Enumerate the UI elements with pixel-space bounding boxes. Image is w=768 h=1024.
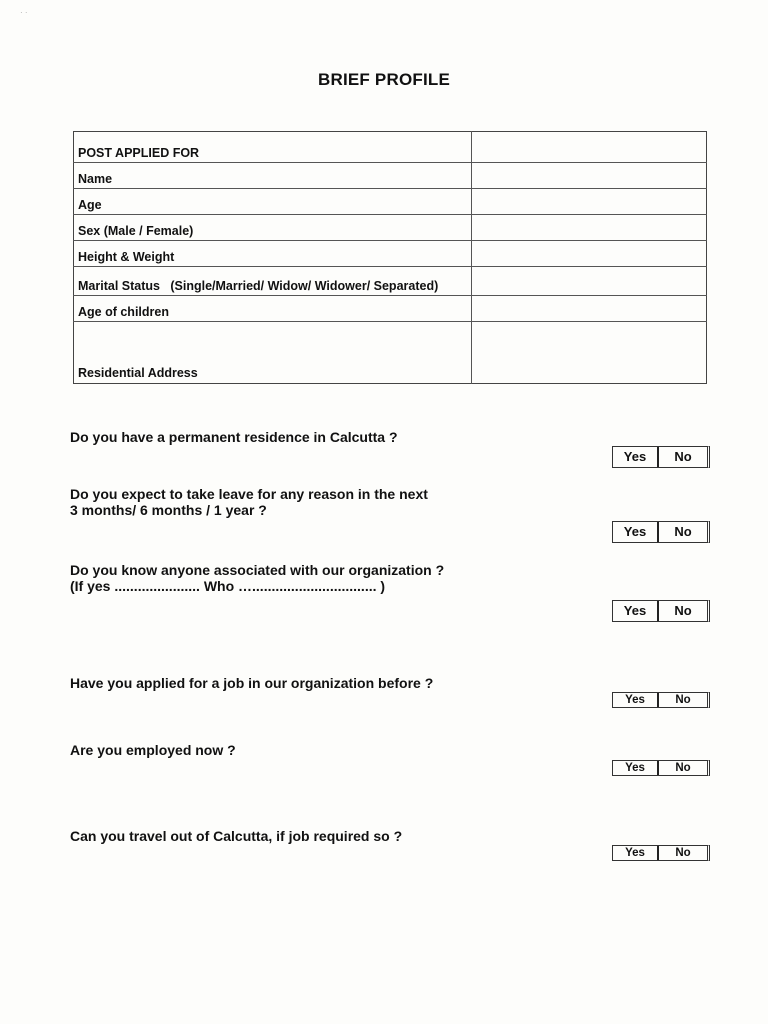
question-text: Do you expect to take leave for any reason in the next bbox=[70, 486, 428, 502]
no-option[interactable]: No bbox=[675, 847, 691, 859]
yes-no-box-permanent-residence bbox=[612, 446, 710, 468]
yes-option[interactable]: Yes bbox=[613, 693, 659, 707]
document-title: BRIEF PROFILE bbox=[318, 70, 450, 89]
question-text-line2: 3 months/ 6 months / 1 year ? bbox=[70, 502, 267, 518]
profile-row-residential-address bbox=[74, 322, 707, 384]
no-option[interactable]: No bbox=[674, 603, 692, 618]
profile-row-name bbox=[74, 163, 707, 189]
field-label-age: Age bbox=[74, 189, 472, 215]
yes-no-box-employed-now bbox=[612, 760, 710, 776]
question-text-line2: (If yes ...................... Who …................................ ) bbox=[70, 578, 386, 594]
field-value-residential-address[interactable] bbox=[472, 322, 707, 384]
profile-row-age-of-children bbox=[74, 296, 707, 322]
no-option[interactable]: No bbox=[675, 694, 691, 706]
question-know-anyone bbox=[70, 562, 444, 594]
yes-no-box-travel-out bbox=[612, 845, 710, 861]
field-label-name: Name bbox=[74, 163, 472, 189]
field-value-name[interactable] bbox=[472, 163, 707, 189]
profile-row-height-weight bbox=[74, 241, 707, 267]
yes-no-box-take-leave bbox=[612, 521, 710, 543]
question-text: Have you applied for a job in our organization before ? bbox=[70, 675, 434, 691]
field-value-marital-status[interactable] bbox=[472, 267, 707, 296]
field-label-age-of-children: Age of children bbox=[74, 296, 472, 322]
no-option[interactable]: No bbox=[674, 449, 692, 464]
yes-option[interactable]: Yes bbox=[613, 846, 659, 860]
profile-row-age bbox=[74, 189, 707, 215]
profile-row-marital-status bbox=[74, 267, 707, 296]
question-employed-now bbox=[70, 742, 236, 758]
field-label-marital-status: Marital Status (Single/Married/ Widow/ Widower/ Separated) bbox=[74, 267, 472, 296]
field-label-residential-address: Residential Address bbox=[78, 366, 198, 380]
no-option[interactable]: No bbox=[674, 524, 692, 539]
field-value-sex[interactable] bbox=[472, 215, 707, 241]
field-value-age-of-children[interactable] bbox=[472, 296, 707, 322]
field-label-post-applied: POST APPLIED FOR bbox=[74, 132, 472, 163]
field-label-height-weight: Height & Weight bbox=[74, 241, 472, 267]
question-text: Are you employed now ? bbox=[70, 742, 236, 758]
yes-no-box-applied-before bbox=[612, 692, 710, 708]
question-text: Can you travel out of Calcutta, if job required so ? bbox=[70, 828, 403, 844]
profile-row-sex bbox=[74, 215, 707, 241]
field-label-sex: Sex (Male / Female) bbox=[74, 215, 472, 241]
question-permanent-residence bbox=[70, 429, 398, 445]
question-take-leave bbox=[70, 486, 428, 518]
question-text: Do you have a permanent residence in Calcutta ? bbox=[70, 429, 398, 445]
profile-table bbox=[73, 131, 707, 384]
scan-artifact: · · bbox=[20, 8, 28, 17]
question-travel-out bbox=[70, 828, 402, 844]
no-option[interactable]: No bbox=[675, 762, 691, 774]
question-applied-before bbox=[70, 675, 433, 691]
yes-option[interactable]: Yes bbox=[613, 522, 659, 542]
question-text: Do you know anyone associated with our organization ? bbox=[70, 562, 445, 578]
yes-option[interactable]: Yes bbox=[613, 761, 659, 775]
yes-option[interactable]: Yes bbox=[613, 447, 659, 467]
profile-row-post bbox=[74, 132, 707, 163]
field-value-height-weight[interactable] bbox=[472, 241, 707, 267]
field-value-age[interactable] bbox=[472, 189, 707, 215]
yes-no-box-know-anyone bbox=[612, 600, 710, 622]
field-value-post-applied[interactable] bbox=[472, 132, 707, 163]
yes-option[interactable]: Yes bbox=[613, 601, 659, 621]
